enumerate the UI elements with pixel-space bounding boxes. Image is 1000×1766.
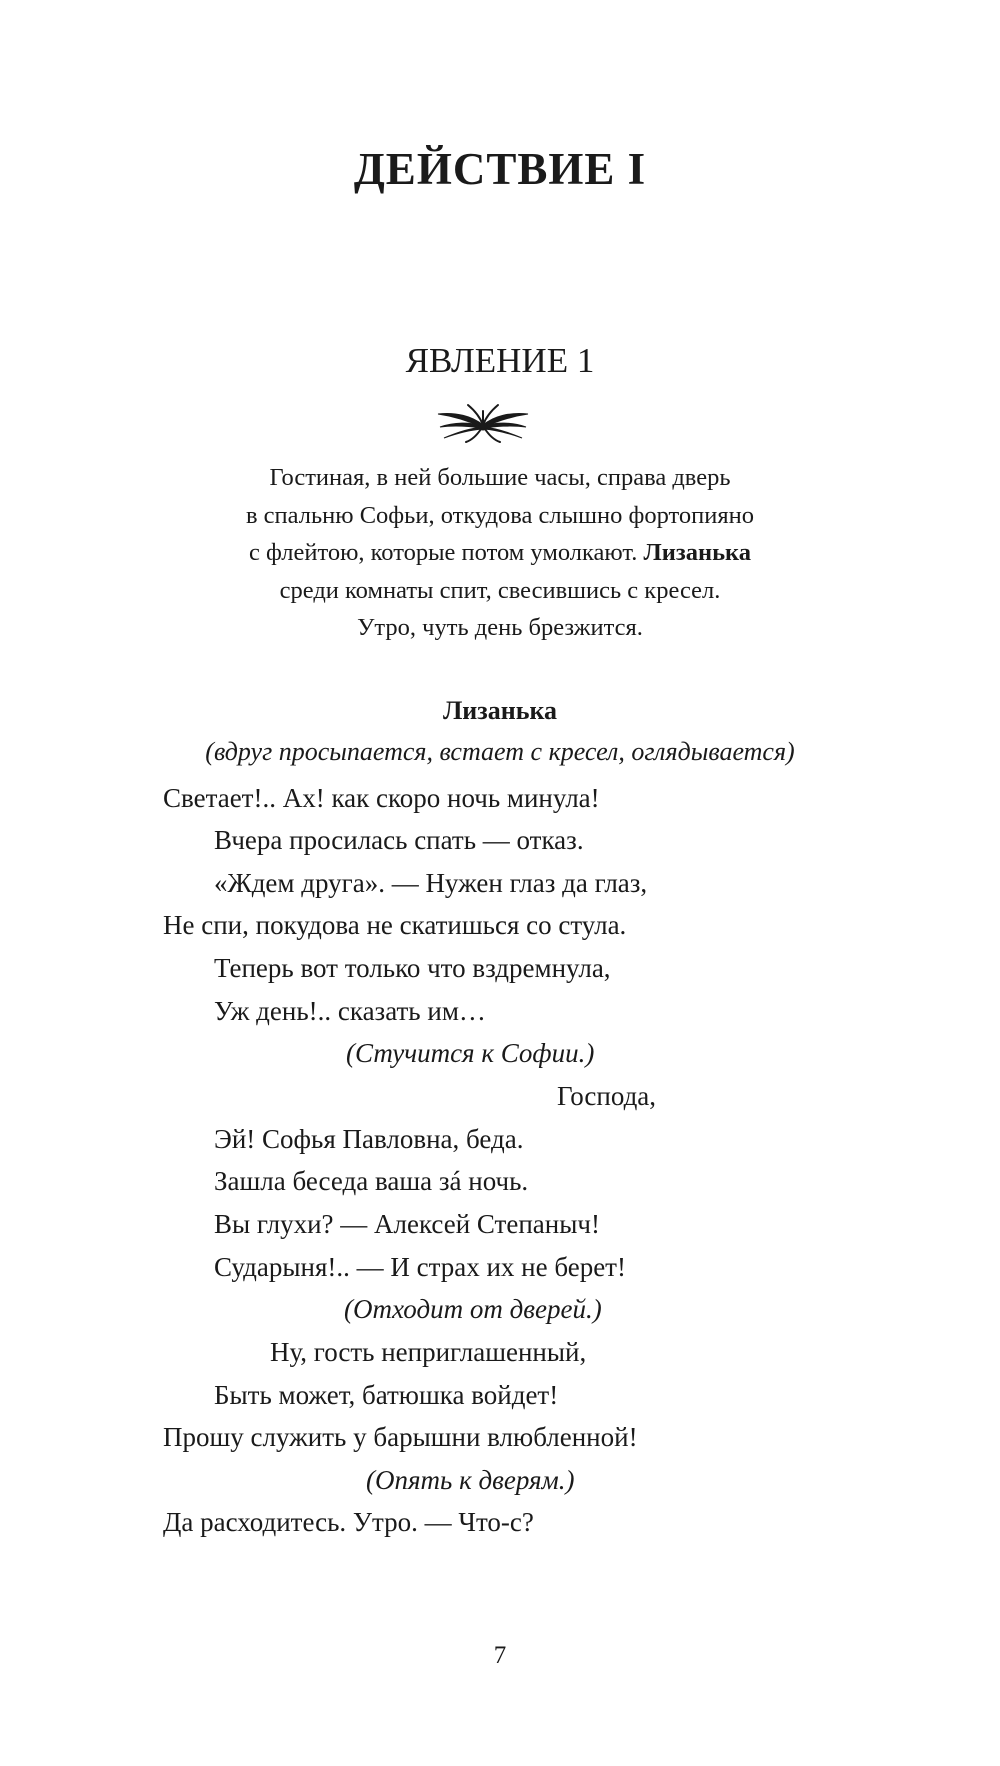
verse-line: Быть может, батюшка войдет!: [214, 1380, 559, 1410]
stage-setting-line: [100, 534, 900, 572]
verse-line: Господа,: [557, 1081, 657, 1111]
scene-title: ЯВЛЕНИЕ 1: [405, 341, 595, 380]
speaker-name: Лизанька: [442, 696, 558, 725]
verse-line: Прошу служить у барышни влюбленной!: [163, 1422, 638, 1452]
page-number: 7: [493, 1642, 507, 1669]
stage-setting-line: среди комнаты спит, свесившись с кресел.: [279, 576, 721, 604]
verse-line: Эй! Софья Павловна, беда.: [214, 1124, 524, 1154]
verse-line: «Ждем друга». — Нужен глаз да глаз,: [214, 868, 648, 898]
stage-setting-text: с флейтою, которые потом умолкают.: [248, 539, 638, 566]
verse-line: Вы глухи? — Алексей Степаныч!: [214, 1209, 600, 1239]
stage-direction: (Опять к дверям.): [366, 1465, 575, 1495]
stage-setting-line: Утро, чуть день брезжится.: [357, 614, 643, 641]
act-title: ДЕЙСТВИЕ I: [353, 144, 647, 194]
stage-direction: (Стучится к Софии.): [346, 1038, 595, 1068]
stage-direction: (вдруг просыпается, встает с кресел, оглядывается): [205, 737, 795, 766]
verse-line: Зашла беседа ваша зá ночь.: [214, 1166, 529, 1196]
character-name: Лизанька: [643, 539, 752, 566]
stage-setting-line: в спальню Софьи, откудова слышно фортопияно: [245, 501, 755, 529]
verse-line: Не спи, покудова не скатишься со стула.: [163, 910, 627, 940]
verse-line: Вчера просилась спать — отказ.: [214, 825, 584, 855]
verse-line: Сударыня!.. — И страх их не берет!: [214, 1252, 626, 1282]
verse-line: Ну, гость неприглашенный,: [270, 1337, 587, 1367]
verse-line: Теперь вот только что вздремнула,: [214, 953, 611, 983]
verse-line: Светает!.. Ах! как скоро ночь минула!: [163, 783, 600, 813]
verse-line: Уж день!.. сказать им…: [214, 996, 486, 1026]
stage-setting: [100, 459, 900, 647]
palm-leaf-ornament-icon: [436, 400, 530, 444]
stage-setting-line: Гостиная, в ней большие часы, справа дверь: [269, 464, 731, 491]
verse-line: Да расходитесь. Утро. — Что-с?: [163, 1507, 534, 1537]
stage-direction: (Отходит от дверей.): [344, 1294, 602, 1324]
